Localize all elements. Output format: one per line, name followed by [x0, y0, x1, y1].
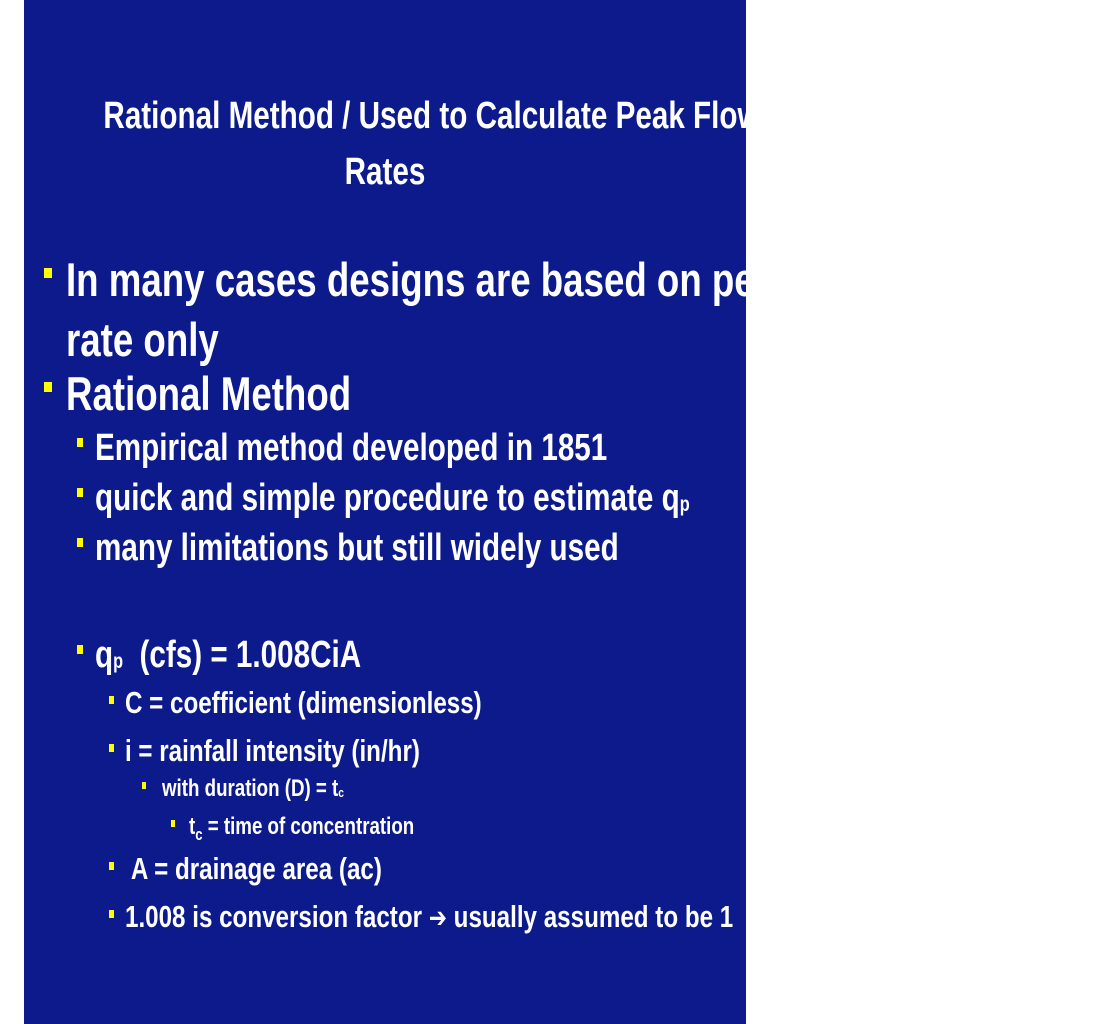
- bullet-square-icon: [44, 268, 52, 278]
- bullet-square-icon: [77, 645, 83, 654]
- conversion-factor-note: 1.008 is conversion factor ➔ usually assumed to be 1: [125, 896, 905, 939]
- bullet-square-icon: [77, 438, 83, 447]
- arrow-right-icon: ➔: [428, 901, 447, 934]
- bullet-square-icon: [171, 820, 175, 827]
- bullet-square-icon: [109, 862, 114, 870]
- bullet-designs-peak-flow-cont: rate only: [66, 313, 219, 366]
- area-definition: A = drainage area (ac): [125, 851, 382, 886]
- coefficient-definition: C = coefficient (dimensionless): [125, 685, 482, 720]
- formula-line: qp (cfs) = 1.008CiA: [95, 634, 362, 676]
- bullet-rational-method: Rational Method: [66, 367, 352, 420]
- bullet-square-icon: [77, 488, 83, 497]
- duration-definition: with duration (D) = tc: [162, 775, 344, 802]
- sub-bullet-quick-simple: quick and simple procedure to estimate qp: [95, 477, 690, 519]
- bullet-designs-peak-flow: In many cases designs are based on peak flow: [66, 253, 879, 306]
- bullet-square-icon: [142, 782, 146, 789]
- bullet-square-icon: [44, 382, 52, 392]
- bullet-square-icon: [77, 538, 83, 547]
- title-line-1: Rational Method / Used to Calculate Peak Flow: [103, 95, 761, 137]
- tc-definition: $t_c$ = time of concentration: [189, 813, 415, 844]
- intensity-definition: i = rainfall intensity (in/hr): [125, 733, 420, 768]
- slide-title: [24, 88, 761, 200]
- bullet-square-icon: [109, 744, 114, 752]
- slide: [24, 0, 879, 1024]
- title-line-2: Rates: [344, 151, 426, 193]
- bullet-square-icon: [109, 910, 114, 918]
- sub-bullet-limitations: many limitations but still widely used: [95, 527, 619, 569]
- bullet-square-icon: [109, 696, 114, 704]
- sub-bullet-empirical: Empirical method developed in 1851: [95, 427, 608, 469]
